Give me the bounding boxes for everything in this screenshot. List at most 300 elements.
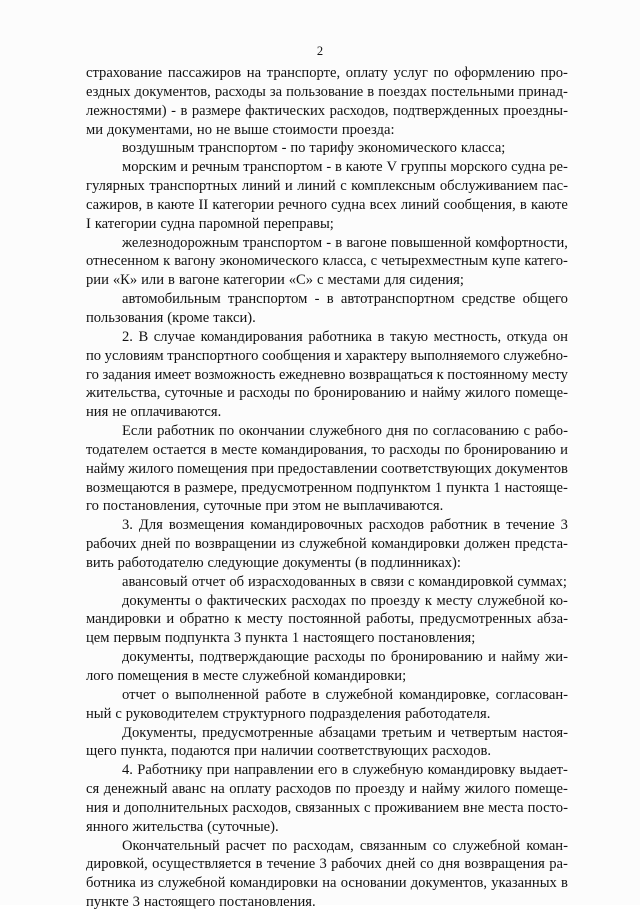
text-word: 1 <box>434 479 443 496</box>
text-word: документы <box>122 592 191 609</box>
text-word: и <box>560 441 568 458</box>
text-word: согласован- <box>495 686 568 703</box>
text-word: связи <box>370 573 405 590</box>
text-word: ный <box>86 705 112 722</box>
text-word: 1 <box>291 630 300 647</box>
text-word: подпунктом <box>356 479 431 496</box>
text-line <box>86 422 568 441</box>
text-word: морским <box>122 159 177 176</box>
text-word: документы, <box>122 649 195 666</box>
text-word: четвертым <box>450 724 517 741</box>
text-word: документы <box>282 554 352 571</box>
text-word: 2. <box>122 328 133 345</box>
text-word: ботника <box>86 875 136 892</box>
text-word: при <box>251 460 275 477</box>
text-word: ежедневно <box>279 366 346 383</box>
text-word: предусмотренных <box>419 611 532 628</box>
text-word: и <box>227 385 235 402</box>
text-word: работе <box>265 686 307 703</box>
text-word: экономического <box>219 253 319 270</box>
text-word: в <box>167 272 175 289</box>
text-line <box>86 648 568 667</box>
text-word: 3. <box>122 517 133 534</box>
text-word: подпункта <box>164 630 230 647</box>
text-word: воздушным <box>122 140 195 157</box>
text-word: с <box>364 799 371 816</box>
text-word: из <box>281 536 295 553</box>
text-word: командирования, <box>261 441 368 458</box>
text-word: третьим <box>381 724 433 741</box>
text-word: ра- <box>549 856 568 873</box>
text-word: 4. <box>122 762 133 779</box>
text-word: ния <box>86 799 109 816</box>
text-word: служебной <box>452 837 521 854</box>
text-word: стоимости <box>272 121 338 138</box>
text-word: служебно- <box>503 347 568 364</box>
text-word: 1 <box>493 479 501 496</box>
text-word: настоя- <box>522 724 568 741</box>
text-word: ко- <box>549 592 568 609</box>
text-line <box>86 139 568 158</box>
text-word: следующие <box>207 554 279 571</box>
text-word: фактических <box>245 102 326 119</box>
text-word: по <box>294 385 310 402</box>
text-word: (в <box>355 554 367 571</box>
text-word: постоянной <box>288 611 361 628</box>
text-word: откуда <box>506 328 548 345</box>
text-word: осуществляется <box>152 856 252 873</box>
text-word: янного <box>86 818 129 835</box>
text-word: возвращаться <box>348 366 434 383</box>
text-word: месте <box>202 668 239 684</box>
text-word: с <box>340 178 347 195</box>
text-word: транспортных <box>149 178 238 195</box>
text-word: предоставлении <box>277 460 378 477</box>
text-word: отнесенном <box>86 253 160 270</box>
text-word: по <box>272 837 288 854</box>
text-line <box>86 328 568 347</box>
text-word: предусмотренные <box>202 724 314 741</box>
text-word: предста- <box>514 536 568 553</box>
text-word: дировкой, <box>86 856 148 873</box>
text-word: связанных <box>295 799 361 816</box>
text-word: жительства, <box>86 385 161 402</box>
text-word: дня <box>386 423 409 440</box>
text-line <box>86 780 568 799</box>
document-body <box>86 64 568 912</box>
text-word: расходы <box>389 441 441 458</box>
text-word: (суточные). <box>207 818 279 835</box>
text-word: к <box>436 366 444 383</box>
text-word: вагону <box>174 253 216 270</box>
text-line <box>86 855 568 874</box>
text-word: он <box>552 328 568 345</box>
text-line <box>86 158 568 177</box>
text-word: подаются <box>171 743 231 760</box>
text-word: выдает- <box>519 762 568 779</box>
text-line <box>86 874 568 893</box>
text-word: жилого <box>465 385 511 402</box>
text-line <box>86 742 568 761</box>
text-word: бронированию <box>313 385 406 402</box>
text-word: найму <box>422 385 461 402</box>
text-word: выполненной <box>175 686 260 703</box>
text-word: пользования <box>86 309 164 326</box>
text-word: местность, <box>433 328 502 345</box>
text-word: (кроме <box>167 309 210 326</box>
text-word: командировки <box>371 536 460 553</box>
text-word: «К» <box>112 272 138 289</box>
text-word: на <box>246 65 262 81</box>
text-line <box>86 64 568 83</box>
text-line <box>86 479 568 498</box>
text-word: настояще- <box>504 479 568 496</box>
text-word: - <box>314 291 320 308</box>
text-word: оплачиваются. <box>130 404 222 421</box>
text-word: работник <box>157 423 215 440</box>
text-word: в <box>312 686 320 703</box>
text-word: работник <box>430 517 488 534</box>
text-word: документов, <box>410 875 487 892</box>
text-word: судна <box>331 196 366 213</box>
text-word: всех <box>369 196 397 213</box>
text-word: денежный <box>103 781 168 798</box>
text-word: пассажиров <box>167 65 242 81</box>
text-word: жилого <box>464 781 511 798</box>
text-word: судна <box>160 215 195 232</box>
text-word: бронированию <box>463 441 556 458</box>
text-line <box>86 516 568 535</box>
text-word: расчет <box>225 837 266 854</box>
text-word: го <box>86 498 99 515</box>
page-number: 2 <box>316 44 324 58</box>
text-line <box>86 460 568 479</box>
text-word: месту <box>531 366 568 383</box>
text-line <box>86 837 568 856</box>
text-word: найму <box>421 781 461 798</box>
text-word: - <box>171 102 176 119</box>
text-word: на <box>210 781 225 798</box>
text-word: бронированию <box>390 649 483 666</box>
text-word: постановления, <box>102 498 200 515</box>
text-word: расходы <box>239 385 291 402</box>
text-line <box>86 610 568 629</box>
text-word: возвращении <box>194 536 277 553</box>
text-line <box>86 592 568 611</box>
text-word: в <box>180 102 188 119</box>
text-word: помещения <box>177 460 248 477</box>
text-word: го <box>86 366 99 383</box>
text-word: суточные <box>164 385 223 402</box>
text-word: или <box>141 272 165 289</box>
text-word: предусмотренном <box>241 479 353 496</box>
text-word: размере <box>191 102 241 119</box>
text-word: служебную <box>352 762 424 779</box>
text-word: Документы, <box>122 724 197 741</box>
text-word: возмещаются <box>86 479 170 496</box>
text-word: основании <box>340 875 407 892</box>
text-word: найму <box>86 460 125 477</box>
text-line <box>86 799 568 818</box>
text-line <box>86 686 568 705</box>
text-word: должен <box>464 536 511 553</box>
text-word: проездны- <box>503 102 568 119</box>
text-line <box>86 309 568 328</box>
text-word: расходы <box>314 649 366 666</box>
text-word: по <box>335 781 351 798</box>
text-word: дней <box>386 856 416 873</box>
text-word: транспортом <box>243 159 323 176</box>
text-word: I <box>86 215 91 232</box>
text-word: ездных <box>86 83 131 100</box>
text-word: морского <box>450 159 508 176</box>
text-word: общего <box>522 291 568 308</box>
text-word: катего- <box>524 253 568 270</box>
text-word: вне <box>462 799 485 816</box>
text-word: из <box>140 875 154 892</box>
text-word: абзацами <box>318 724 377 741</box>
text-word: мандировки <box>86 611 162 628</box>
text-word: фактических <box>206 592 287 609</box>
text-word: в <box>173 479 181 496</box>
text-word: служебного <box>309 423 382 440</box>
text-word: в <box>359 573 367 590</box>
text-word: для <box>384 272 406 289</box>
text-word: пункта <box>446 479 490 496</box>
text-word: - <box>326 234 332 251</box>
text-word: речным <box>191 159 240 176</box>
text-word: и <box>284 178 293 195</box>
text-word: дополнительных <box>124 799 229 816</box>
text-word: подтвержденных <box>393 102 499 119</box>
text-word: пользование <box>286 83 364 100</box>
text-word: в <box>255 856 263 873</box>
text-word: оформлению <box>454 65 535 81</box>
text-word: в <box>146 196 154 213</box>
text-word: каюте <box>157 196 195 213</box>
text-word: цем <box>86 630 110 647</box>
text-word: и <box>488 649 496 666</box>
text-word: служебной <box>299 536 367 553</box>
text-word: проезда: <box>341 121 395 138</box>
text-word: отчет <box>191 573 226 590</box>
text-word: речного <box>278 196 327 213</box>
text-word: командировки <box>229 875 319 892</box>
text-word: рабочих <box>331 856 382 873</box>
text-word: класса, <box>322 253 367 270</box>
text-word: о <box>161 686 170 703</box>
text-line <box>86 441 568 460</box>
text-word: Окончательный <box>122 837 220 854</box>
text-word: помеще- <box>514 385 568 402</box>
text-word: работы, <box>366 611 415 628</box>
text-word: со <box>419 856 434 873</box>
text-word: течение <box>506 517 555 534</box>
text-word: месту <box>246 611 283 628</box>
text-word: выполняемого <box>410 347 500 364</box>
text-word: работодателю <box>117 554 204 571</box>
text-word: найму <box>501 649 540 666</box>
text-word: расходов <box>368 517 425 534</box>
text-word: четырехместным <box>381 253 488 270</box>
text-line <box>86 705 568 724</box>
text-word: имеет <box>154 366 191 383</box>
text-word: и <box>180 159 189 176</box>
text-word: и <box>166 611 175 628</box>
text-line <box>86 818 568 837</box>
text-word: но <box>196 121 212 138</box>
text-word: лежностями) <box>86 102 167 119</box>
text-line <box>86 573 568 592</box>
text-word: ся <box>86 781 100 798</box>
text-word: такую <box>389 328 429 345</box>
text-word: проезду <box>355 781 405 798</box>
text-word: - <box>281 140 287 157</box>
text-word: документов <box>495 460 568 477</box>
text-word: командирования <box>200 328 303 345</box>
text-word: помещения <box>117 668 189 684</box>
text-word: течение <box>266 856 316 873</box>
text-word: вить <box>86 554 114 571</box>
text-word: автомобильным <box>122 291 221 308</box>
text-word: транспортом <box>198 140 278 157</box>
text-word: линий <box>400 196 440 213</box>
text-word: служебной <box>157 875 226 892</box>
text-line <box>86 724 568 743</box>
text-word: Работнику <box>137 762 203 779</box>
text-line <box>86 667 568 686</box>
text-word: комплексным <box>351 178 436 195</box>
text-word: по <box>350 592 367 609</box>
text-line <box>86 366 568 385</box>
text-word: пункта <box>245 630 288 647</box>
text-word: по <box>290 140 306 157</box>
text-word: к <box>234 611 242 628</box>
text-word: условиям <box>104 347 164 364</box>
text-word: с <box>115 705 122 722</box>
text-word: характеру <box>345 347 407 364</box>
text-word: с <box>408 573 415 590</box>
text-word: пункта, <box>120 743 168 760</box>
text-word: в <box>210 441 218 458</box>
text-word: по <box>413 423 429 440</box>
text-word: по <box>219 423 235 440</box>
text-line <box>86 102 568 121</box>
text-word: возможность <box>194 366 276 383</box>
text-word: по <box>175 536 191 553</box>
text-word: В <box>138 328 149 345</box>
text-word: и <box>112 799 121 816</box>
text-word: судна <box>511 159 546 176</box>
text-word: согласованию <box>432 423 519 440</box>
text-word: возмещения <box>168 517 245 534</box>
text-word: автотранспортном <box>340 291 455 308</box>
text-word: проживанием <box>374 799 459 816</box>
text-word: при <box>206 762 230 779</box>
text-word: возвращения <box>464 856 545 873</box>
text-word: командировку <box>427 762 516 779</box>
text-word: 3 <box>560 517 568 534</box>
text-line <box>86 271 568 290</box>
text-word: класса; <box>460 140 506 157</box>
text-line <box>86 893 568 912</box>
text-line <box>86 497 568 516</box>
text-word: рабо- <box>534 423 568 440</box>
text-word: дня <box>438 856 460 873</box>
text-word: посто- <box>527 799 568 816</box>
text-word: щего <box>86 743 117 760</box>
text-word: подразделения <box>309 705 402 722</box>
text-word: категории <box>212 196 275 213</box>
text-word: аванс <box>171 781 206 798</box>
text-word: - <box>326 159 332 176</box>
text-line <box>86 290 568 309</box>
text-word: расходы <box>214 83 266 100</box>
text-word: не <box>112 404 127 421</box>
text-word: командировки; <box>313 668 407 684</box>
text-word: при <box>234 743 257 760</box>
text-word: по <box>86 347 102 364</box>
text-word: обратно <box>179 611 230 628</box>
text-word: расходов, <box>232 799 292 816</box>
text-word: настоящего <box>303 630 375 647</box>
text-word: соответствующих <box>380 460 492 477</box>
text-word: «С» <box>288 272 314 289</box>
text-word: случае <box>153 328 196 345</box>
text-word: паромной <box>198 215 260 232</box>
text-word: в <box>519 196 527 213</box>
text-word: расходов <box>275 781 332 798</box>
text-word: в <box>326 291 334 308</box>
text-word: месте <box>221 441 258 458</box>
text-word: и <box>334 347 342 364</box>
text-word: в <box>377 328 385 345</box>
text-word: линий <box>241 178 281 195</box>
text-word: средстве <box>461 291 516 308</box>
text-word: об <box>229 573 245 590</box>
text-word: страхование <box>86 65 163 81</box>
text-word: сажиров, <box>86 196 143 213</box>
text-word: расходах <box>291 592 347 609</box>
text-word: по <box>370 649 386 666</box>
text-word: командировочных <box>250 517 363 534</box>
text-word: работодателя. <box>404 705 491 722</box>
text-word: и <box>410 385 418 402</box>
text-word: жительства <box>132 818 204 835</box>
text-word: купе <box>491 253 521 270</box>
text-word: этом <box>292 498 321 515</box>
text-word: места <box>488 799 524 816</box>
text-word: настоящего <box>143 894 216 911</box>
text-word: первым <box>113 630 161 647</box>
text-word: при <box>265 498 289 515</box>
text-word: не <box>324 498 340 515</box>
text-word: рии <box>86 272 109 289</box>
text-word: транспортного <box>167 347 259 364</box>
text-word: сидения; <box>409 272 464 289</box>
text-word: пункте <box>86 894 129 911</box>
text-word: услуг <box>393 65 428 81</box>
text-word: тарифу <box>309 140 354 157</box>
text-word: по <box>444 441 460 458</box>
text-word: такси). <box>213 309 256 326</box>
text-word: постоянному <box>447 366 529 383</box>
text-word: за <box>269 83 283 100</box>
text-word: подлинниках): <box>370 554 461 571</box>
text-word: вагоне <box>178 272 220 289</box>
text-word: в <box>493 517 501 534</box>
text-line <box>86 629 568 648</box>
